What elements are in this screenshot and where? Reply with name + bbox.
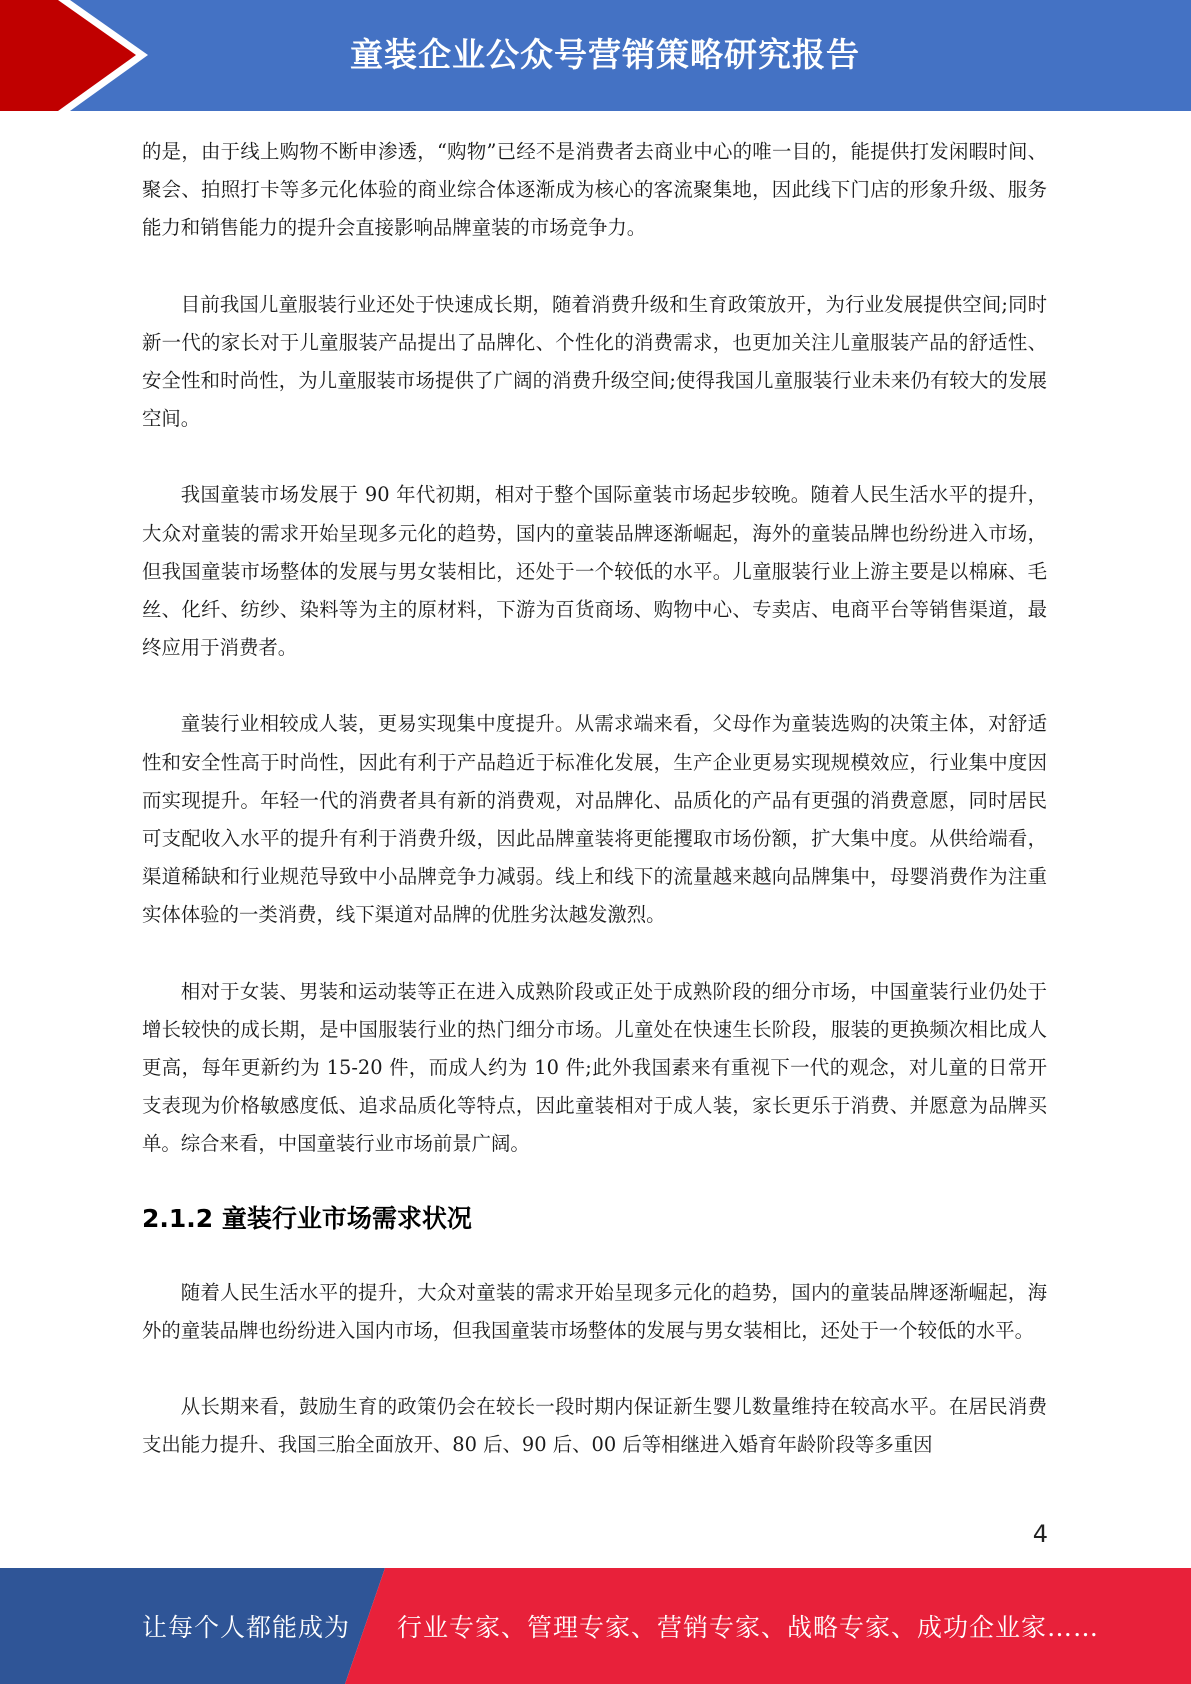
page-number: 4: [1032, 1520, 1048, 1548]
paragraph-5: 相对于女装、男装和运动装等正在进入成熟阶段或正处于成熟阶段的细分市场，中国童装行业仍处于增长较快的成长期，是中国服装行业的热门细分市场。儿童处在快速生长阶段，服装的更换频次相比成人更高，每年更新约为 15-20 件，而成人约为 10 件;此外我国素来有重视下一代的观念，对儿童的日常开支表现为价格敏感度低、追求品质化等特点，因此童装相对于成人装，家长更乐于消费、并愿意为品牌买单。综合来看，中国童装行业市场前景广阔。: [142, 979, 1047, 1156]
section-paragraph-1: 随着人民生活水平的提升，大众对童装的需求开始呈现多元化的趋势，国内的童装品牌逐渐崛起，海外的童装品牌也纷纷进入国内市场，但我国童装市场整体的发展与男女装相比，还处于一个较低的水平。: [142, 1280, 1047, 1342]
footer-slogan-right: 行业专家、管理专家、营销专家、战略专家、成功企业家……: [397, 1613, 1100, 1642]
footer-slogan-left: 让每个人都能成为: [142, 1613, 351, 1642]
paragraph-3: 我国童装市场发展于 90 年代初期，相对于整个国际童装市场起步较晚。随着人民生活水平的提升，大众对童装的需求开始呈现多元化的趋势，国内的童装品牌逐渐崛起，海外的童装品牌也纷纷进入市场，但我国童装市场整体的发展与男女装相比，还处于一个较低的水平。儿童服装行业上游主要是以棉麻、毛丝、化纤、纺纱、染料等为主的原材料，下游为百货商场、购物中心、专卖店、电商平台等销售渠道，最终应用于消费者。: [142, 483, 1047, 660]
paragraph-4: 童装行业相较成人装，更易实现集中度提升。从需求端来看，父母作为童装选购的决策主体，对舒适性和安全性高于时尚性，因此有利于产品趋近于标准化发展，生产企业更易实现规模效应，行业集中度因而实现提升。年轻一代的消费者具有新的消费观，对品牌化、品质化的产品有更强的消费意愿，同时居民可支配收入水平的提升有利于消费升级，因此品牌童装将更能攫取市场份额，扩大集中度。从供给端看，渠道稀缺和行业规范导致中小品牌竞争力减弱。线上和线下的流量越来越向品牌集中，母婴消费作为注重实体体验的一类消费，线下渠道对品牌的优胜劣汰越发激烈。: [142, 712, 1047, 927]
report-title: 童装企业公众号营销策略研究报告: [350, 34, 860, 74]
page-content: [142, 133, 1047, 1502]
paragraph-2: 目前我国儿童服装行业还处于快速成长期，随着消费升级和生育政策放开，为行业发展提供空间;同时新一代的家长对于儿童服装产品提出了品牌化、个性化的消费需求，也更加关注儿童服装产品的舒适性、安全性和时尚性，为儿童服装市场提供了广阔的消费升级空间;使得我国儿童服装行业未来仍有较大的发展空间。: [142, 292, 1047, 431]
page-header: [0, 0, 1191, 111]
section-paragraph-2: 从长期来看，鼓励生育的政策仍会在较长一段时期内保证新生婴儿数量维持在较高水平。在居民消费支出能力提升、我国三胎全面放开、80 后、90 后、00 后等相继进入婚育年龄阶段等多重因: [142, 1395, 1047, 1457]
page-footer: [0, 1568, 1191, 1684]
section-heading: 2.1.2 童装行业市场需求状况: [142, 1203, 472, 1233]
paragraph-1: 的是，由于线上购物不断申渗透，“购物”已经不是消费者去商业中心的唯一目的，能提供打发闲暇时间、聚会、拍照打卡等多元化体验的商业综合体逐渐成为核心的客流聚集地，因此线下门店的形象升级、服务能力和销售能力的提升会直接影响品牌童装的市场竞争力。: [142, 140, 1047, 240]
header-chevron-icon: [0, 0, 160, 111]
